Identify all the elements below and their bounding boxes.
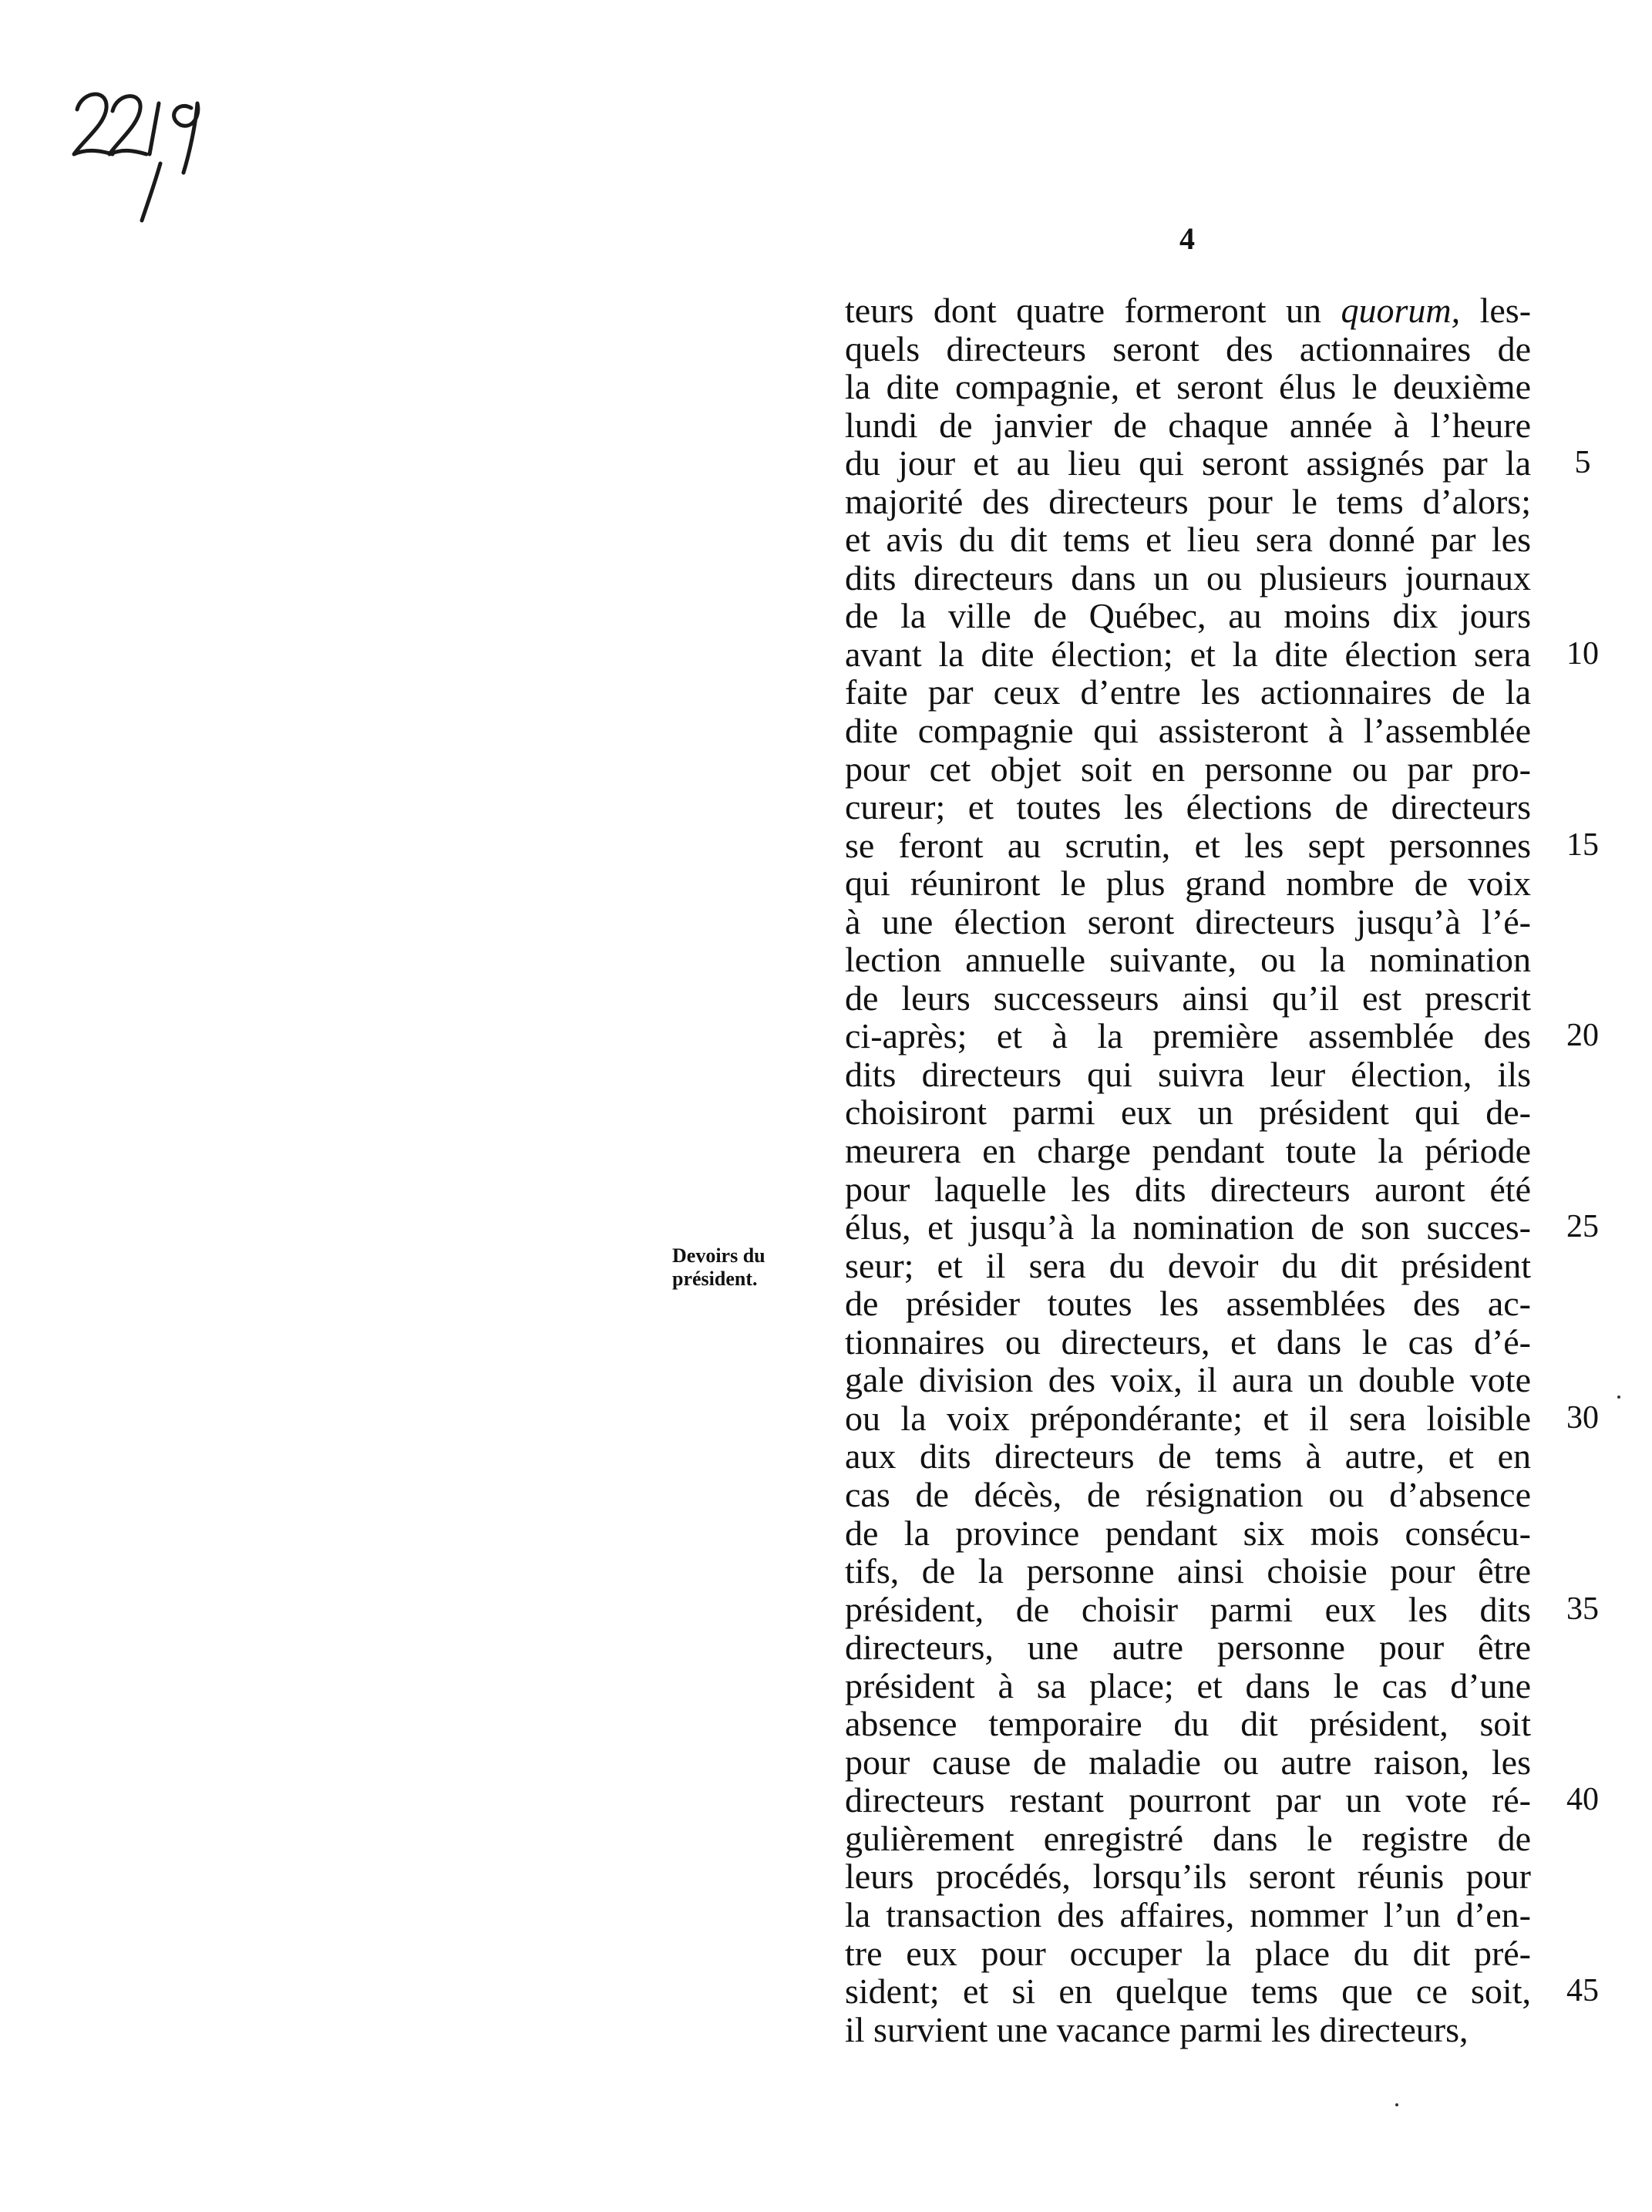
- text-line: [845, 1552, 1531, 1591]
- text-line: [845, 1093, 1531, 1132]
- text-line: [845, 1667, 1531, 1705]
- line-number: 35: [1566, 1591, 1599, 1627]
- text-line-content: cureur; et toutes les élections de directeurs: [845, 787, 1531, 827]
- text-line: [845, 1055, 1531, 1094]
- text-line-content: pour cet objet soit en personne ou par pro-: [845, 749, 1531, 789]
- text-line-content: pour cause de maladie ou autre raison, les: [845, 1742, 1531, 1782]
- text-line: [845, 1247, 1531, 1285]
- text-line: [845, 559, 1531, 598]
- text-line: [845, 444, 1531, 483]
- handwritten-page-number: [68, 77, 222, 224]
- text-line: [845, 1170, 1531, 1209]
- text-line: [845, 330, 1531, 369]
- text-line-content: dits directeurs qui suivra leur élection, ils: [845, 1054, 1531, 1094]
- print-speck: [1617, 1396, 1620, 1399]
- text-line-content: meurera en charge pendant toute la période: [845, 1131, 1531, 1171]
- margin-note-line: président.: [672, 1268, 758, 1290]
- text-line-content: absence temporaire du dit président, soit: [845, 1704, 1531, 1744]
- text-line-content: se feront au scrutin, et les sept personnes: [845, 825, 1531, 865]
- text-line-content: majorité des directeurs pour le tems d’alors;: [845, 481, 1531, 521]
- text-line-content: ci-après; et à la première assemblée des: [845, 1016, 1531, 1056]
- text-line-content: tionnaires ou directeurs, et dans le cas d’é-: [845, 1321, 1531, 1362]
- text-line-content: cas de décès, de résignation ou d’absence: [845, 1474, 1531, 1514]
- text-line: [845, 1361, 1531, 1399]
- line-number: 40: [1566, 1782, 1599, 1818]
- text-line-content: aux dits directeurs de tems à autre, et en: [845, 1436, 1531, 1476]
- text-line: [845, 941, 1531, 979]
- text-line-content: dite compagnie qui assisteront à l’assemblée: [845, 711, 1531, 751]
- text-line: [845, 1399, 1531, 1438]
- text-line: [845, 1514, 1531, 1553]
- text-line-content: de la province pendant six mois consécu-: [845, 1513, 1531, 1553]
- text-line: [845, 1476, 1531, 1514]
- text-line: [845, 635, 1531, 674]
- text-line: [845, 291, 1531, 330]
- text-line: [845, 1591, 1531, 1629]
- text-line-content: teurs dont quatre formeront un: [845, 291, 1341, 330]
- text-line-content: faite par ceux d’entre les actionnaires de la: [845, 672, 1531, 712]
- line-number: 20: [1566, 1018, 1599, 1054]
- text-line-content: seur; et il sera du devoir du dit président: [845, 1245, 1531, 1285]
- line-number: 10: [1566, 635, 1599, 672]
- text-line-content: la dite compagnie, et seront élus le deuxième: [845, 367, 1531, 407]
- text-line-content: la transaction des affaires, nommer l’un d’en-: [845, 1894, 1531, 1934]
- text-line-content: dits directeurs dans un ou plusieurs journaux: [845, 557, 1531, 598]
- text-line: [845, 1132, 1531, 1170]
- text-line-content: de la ville de Québec, au moins dix jours: [845, 596, 1531, 636]
- text-line-content: du jour et au lieu qui seront assignés par la: [845, 443, 1531, 483]
- text-line-content: président à sa place; et dans le cas d’une: [845, 1665, 1531, 1705]
- text-line-content: de leurs successeurs ainsi qu’il est prescrit: [845, 978, 1531, 1018]
- text-line: [845, 1934, 1531, 1973]
- text-line-content: président, de choisir parmi eux les dits: [845, 1589, 1531, 1629]
- text-line: [845, 750, 1531, 789]
- line-number: 5: [1574, 445, 1591, 481]
- text-line: [845, 1972, 1531, 2011]
- line-number: 45: [1566, 1973, 1599, 2009]
- margin-note-line: Devoirs du: [672, 1244, 765, 1267]
- text-line: [845, 864, 1531, 903]
- text-line: [845, 406, 1531, 445]
- text-line-content: directeurs restant pourront par un vote ré-: [845, 1780, 1531, 1820]
- text-line-content: directeurs, une autre personne pour être: [845, 1628, 1531, 1668]
- text-line-content: les-: [1460, 291, 1532, 330]
- text-line: [845, 597, 1531, 635]
- text-line-content: de présider toutes les assemblées des ac-: [845, 1284, 1531, 1324]
- text-line-content: avant la dite élection; et la dite élection sera: [845, 634, 1531, 674]
- text-line: [845, 1705, 1531, 1743]
- text-line: [845, 1743, 1531, 1782]
- text-line-content: leurs procédés, lorsqu’ils seront réunis pour: [845, 1857, 1531, 1897]
- text-line: [845, 903, 1531, 941]
- text-line: [845, 1781, 1531, 1820]
- text-line: [845, 673, 1531, 712]
- text-line-content: lection annuelle suivante, ou la nomination: [845, 940, 1531, 980]
- text-line-content: qui réuniront le plus grand nombre de voix: [845, 864, 1531, 904]
- text-line: [845, 712, 1531, 750]
- text-line: [845, 1437, 1531, 1476]
- text-line-content: à une élection seront directeurs jusqu’à l’é-: [845, 901, 1531, 941]
- text-line: [845, 979, 1531, 1018]
- text-line-content: et avis du dit tems et lieu sera donné par les: [845, 520, 1531, 560]
- body-text: [845, 291, 1531, 2049]
- text-line-content: sident; et si en quelque tems que ce soit,: [845, 1971, 1531, 2012]
- line-number: 30: [1566, 1399, 1599, 1436]
- text-line: [845, 1820, 1531, 1858]
- text-line-content: ou la voix prépondérante; et il sera loisible: [845, 1398, 1531, 1438]
- margin-note: [672, 1244, 803, 1291]
- text-line: [845, 483, 1531, 521]
- italic-word: quorum,: [1341, 291, 1461, 330]
- text-line: [845, 1857, 1531, 1896]
- text-line: [845, 1017, 1531, 1055]
- text-line-content: tre eux pour occuper la place du dit pré-: [845, 1933, 1531, 1973]
- text-line-content: gale division des voix, il aura un double vote: [845, 1360, 1531, 1400]
- text-line-content: pour laquelle les dits directeurs auront été: [845, 1169, 1531, 1209]
- text-line: [845, 1208, 1531, 1247]
- text-line-content: élus, et jusqu’à la nomination de son succes-: [845, 1207, 1531, 1247]
- text-line: [845, 2011, 1531, 2049]
- text-line-content: il survient une vacance parmi les directeurs,: [845, 2009, 1469, 2049]
- text-line-content: tifs, de la personne ainsi choisie pour être: [845, 1551, 1531, 1591]
- line-number: 15: [1566, 827, 1599, 863]
- line-number: 25: [1566, 1209, 1599, 1245]
- text-line-content: gulièrement enregistré dans le registre de: [845, 1818, 1531, 1858]
- print-speck: [1395, 2103, 1398, 2106]
- page-number: 4: [1179, 221, 1195, 256]
- text-line: [845, 368, 1531, 406]
- text-line-content: choisiront parmi eux un président qui de-: [845, 1093, 1531, 1133]
- text-line: [845, 1323, 1531, 1362]
- text-line-content: quels directeurs seront des actionnaires de: [845, 328, 1531, 369]
- text-line: [845, 1896, 1531, 1934]
- text-line-content: lundi de janvier de chaque année à l’heure: [845, 405, 1531, 445]
- text-line: [845, 1628, 1531, 1667]
- text-line: [845, 788, 1531, 827]
- text-line: [845, 827, 1531, 865]
- text-line: [845, 520, 1531, 559]
- text-line: [845, 1284, 1531, 1323]
